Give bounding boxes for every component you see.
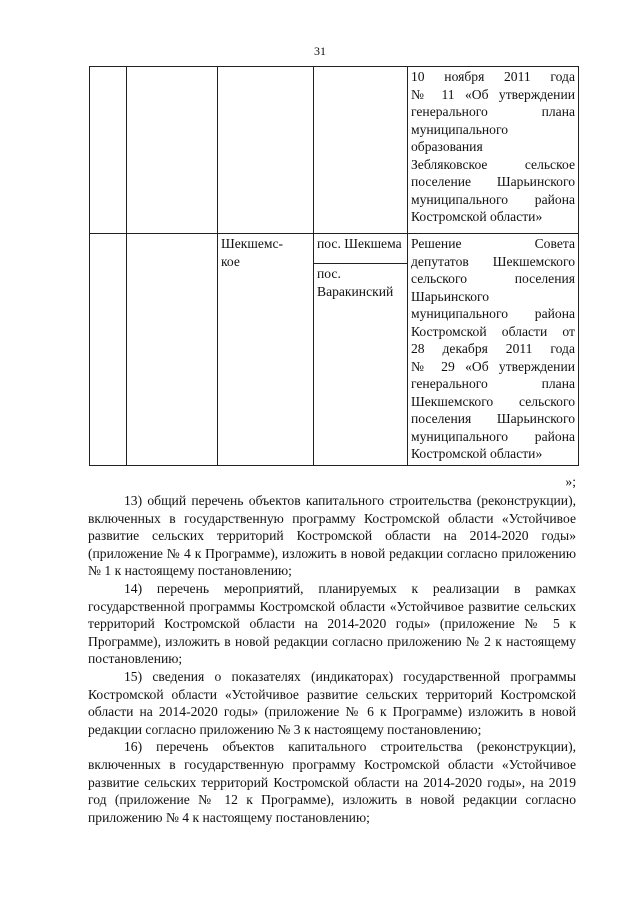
document-text-line: муниципального района (411, 191, 575, 207)
document-text-line: депутатов Шекшемского (411, 253, 575, 269)
page-number: 31 (314, 44, 326, 58)
settlement-name-line: кое (221, 253, 240, 269)
table-cell-empty (90, 67, 127, 234)
settlement-plans-table (89, 66, 579, 466)
table-cell-empty (127, 67, 218, 234)
locality-name-line: пос. (317, 266, 341, 281)
document-text-line: Зебляковское сельское (411, 156, 575, 172)
document-text-line: 28 декабря 2011 года (411, 341, 575, 356)
table-row (90, 234, 579, 264)
table-cell-locality (314, 264, 408, 466)
document-body (88, 492, 576, 826)
table-cell-empty (127, 234, 218, 466)
table-cell-document (408, 67, 579, 234)
document-text-line: 10 ноября 2011 года (411, 69, 575, 84)
document-text-line: сельского поселения (411, 271, 575, 286)
table-cell-empty (90, 234, 127, 466)
settlement-name-line: Шекшемс- (221, 236, 284, 251)
document-text-line: поселение Шарьинского (411, 174, 575, 189)
document-text-line: Шекшемского сельского (411, 393, 575, 409)
closing-quote-mark: »; (565, 474, 576, 489)
document-text-line: Шарьинского (411, 288, 490, 304)
paragraph-item-14: 14) перечень мероприятий, планируемых к реализации в рамках государственной программы Костромской области «Устойчивое развитие сельских территорий Костромской области на 2014-2020 годы» (приложение № 5 к Программе), изложить в новой редакции согласно приложению № 2 к настоящему постановлению; (88, 580, 576, 667)
document-text-line: Решение Совета (411, 236, 575, 251)
paragraph-item-16: 16) перечень объектов капитального строительства (реконструкции), включенных в государственную программу Костромской области «Устойчивое развитие сельских территорий Костромской области на 2014-2020 годы», на 2019 год (приложение № 12 к Программе), изложить в новой редакции согласно приложению № 4 к настоящему постановлению; (88, 739, 576, 825)
document-text-line: № 11 «Об утверждении (411, 86, 575, 102)
document-text-line: генерального плана (411, 104, 575, 119)
locality-name: пос. Шекшема (317, 236, 402, 251)
document-text-line: № 29 «Об утверждении (411, 358, 575, 374)
document-text-line: Костромской области от (411, 323, 575, 339)
table-cell-locality (314, 67, 408, 234)
paragraph-item-15: 15) сведения о показателях (индикаторах) государственной программы Костромской области «Устойчивое развитие сельских территорий Костромской области на 2014-2020 годы» (приложение № 6 к Программе) изложить в новой редакции согласно приложению № 3 к настоящему постановлению; (88, 668, 576, 737)
locality-name-line: Варакинский (317, 283, 394, 299)
document-text-line: генерального плана (411, 376, 575, 391)
table-cell-document (408, 234, 579, 466)
document-text-line: Костромской области» (411, 209, 543, 224)
table-cell-settlement (218, 67, 314, 234)
table-cell-settlement (218, 234, 314, 466)
document-text-line: поселения Шарьинского (411, 411, 575, 426)
table-cell-locality (314, 234, 408, 264)
document-text-line: муниципального района (411, 428, 575, 444)
document-text-line: муниципального района (411, 306, 575, 321)
table-row (90, 67, 579, 234)
document-text-line: образования (411, 139, 483, 154)
document-text-line: муниципального (411, 121, 509, 137)
document-text-line: Костромской области» (411, 446, 543, 461)
paragraph-item-13: 13) общий перечень объектов капитального строительства (реконструкции), включенных в государственную программу Костромской области «Устойчивое развитие сельских территорий Костромской области на 2014-2020 годы» (приложение № 4 к Программе), изложить в новой редакции согласно приложению № 1 к настоящему постановлению; (88, 493, 576, 579)
